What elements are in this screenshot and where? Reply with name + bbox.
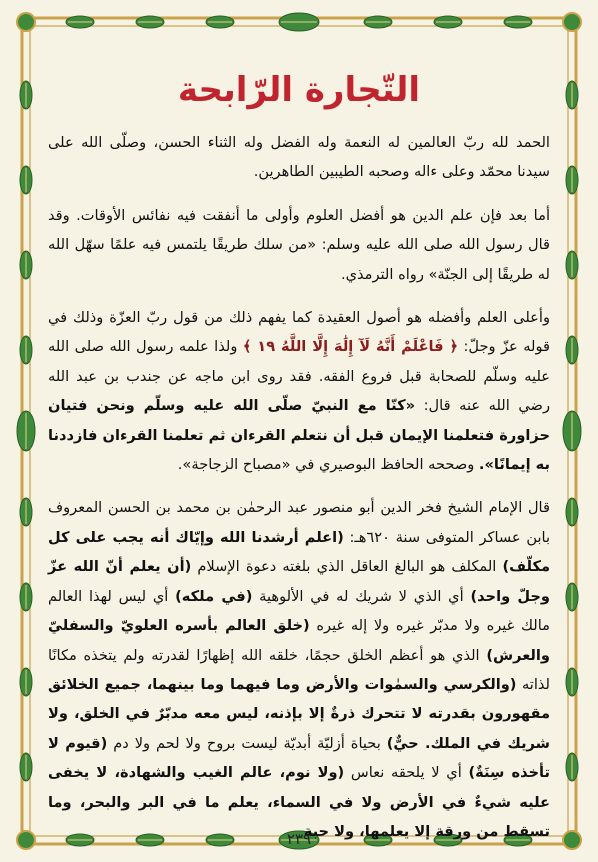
ornament-leaf xyxy=(17,411,35,451)
paragraph-knowledge: أما بعد فإن علم الدين هو أفضل العلوم وأولى ما أنفقت فيه نفائس الأوقات. وقد قال رسول الله صلى الله عليه وسلم: «من سلك طريقًا يلتمس فيه علمًا سهّل الله له طريقًا إلى الجنّة» رواه الترمذي. xyxy=(48,206,550,283)
paragraph-text: وصححه الحافظ البوصيري في «مصباح الزجاجة». xyxy=(177,456,475,474)
matn-text: (في ملكه) xyxy=(175,587,253,605)
ornament-leaf xyxy=(66,16,94,28)
ornament-leaf xyxy=(20,583,32,611)
matn-text: (والكرسي والسمٰوات والأرض وما فيهما وما بينهما، جميع الخلائق مقهورون بقدرته لا تتحرك ذرةٌ إلا بإذنه، ليس معه مدبّرٌ في الخلق، ولا شريك في الملك. حيٌّ) xyxy=(48,675,550,752)
matn-text: (أن يعلم أنّ الله عزّ وجلّ واحد) xyxy=(48,558,550,605)
matn-text: (خلق العالم بأسره العلويّ والسفليّ والعرش) xyxy=(48,617,550,664)
ornament-leaf xyxy=(566,668,578,696)
article-body xyxy=(48,128,550,860)
paragraph-ibn-asakir xyxy=(48,493,550,846)
ornament-leaf xyxy=(434,16,462,28)
ornament-leaf xyxy=(504,16,532,28)
ornament-leaf xyxy=(136,16,164,28)
page-number: ٢٣٩ xyxy=(286,830,312,848)
paragraph-opening: الحمد لله ربّ العالمين له النعمة وله الفضل وله الثناء الحسن، وصلّى الله على سيدنا محمّد وعلى ءاله وصحبه الطيبين الطاهرين. xyxy=(48,134,550,181)
ornament-leaf xyxy=(563,411,581,451)
commentary-text: قال الإمام الشيخ فخر الدين أبو منصور عبد الرحمٰن بن محمد بن الحسن المعروف بابن عساكر المتوفى سنة ٦٢٠هـ: xyxy=(48,499,551,546)
commentary-text: أي الذي لا شريك له في الألوهية xyxy=(252,587,471,605)
commentary-text: بحياة أزليّة أبديّة ليست بروح ولا لحم ولا دم xyxy=(107,734,387,752)
ornament-leaf xyxy=(20,336,32,364)
paragraph-text: ولذا علمه رسول الله صلى الله عليه وسلّم للصحابة قبل فروع الفقه. فقد روى ابن ماجه عن جندب بن عبد الله رضي الله عنه قال: xyxy=(48,338,550,415)
commentary-text: المكلف هو البالغ العاقل الذي بلغته دعوة الإسلام xyxy=(191,558,503,576)
matn-text: (ولا نوم، عالم الغيب والشهادة، لا يخفى عليه شيءٌ في الأرض ولا في السماء، يعلم ما في البر والبحر، وما تسقط من ورقة إلا يعلمها، ولا حبة xyxy=(48,764,550,840)
hadith-quote: «كنّا مع النبيّ صلّى الله عليه وسلّم ونحن فتيان حزاورة فتعلمنا الإيمان قبل أن نتعلم القرءان ثم تعلمنا القرءان فازددنا به إيمانًا». xyxy=(48,397,550,474)
corner-ornament xyxy=(563,13,581,31)
ornament-leaf xyxy=(20,753,32,781)
matn-text: (قيوم لا تأخذه سِنَةٌ) xyxy=(48,734,550,782)
ornament-leaf xyxy=(279,13,319,31)
matn-text: (اعلم أرشدنا الله وإيّاك أنه يجب على كل مكلّف) xyxy=(48,528,550,576)
ornament-leaf xyxy=(20,668,32,696)
paragraph-text: وأعلى العلم وأفضله هو أصول العقيدة كما يفهم ذلك من قول ربّ العزّة وذلك في قوله عزّ وجلّ: xyxy=(48,309,550,356)
ornament-leaf xyxy=(20,498,32,526)
ornament-leaf xyxy=(206,16,234,28)
commentary-text: أي لا يلحقه نعاس xyxy=(344,764,469,782)
page-title: التّجارة الرّابحة xyxy=(177,70,421,110)
commentary-text: الذي هو أعظم الخلق حجمًا، خلقه الله إظهارًا لقدرته ولم يتخذه مكانًا لذاته xyxy=(48,646,550,693)
ornament-leaf xyxy=(566,336,578,364)
ornament-leaf xyxy=(566,166,578,194)
ornament-leaf xyxy=(566,753,578,781)
ornament-leaf xyxy=(566,498,578,526)
paragraph-aqidah xyxy=(48,303,550,479)
ornament-leaf xyxy=(566,251,578,279)
ornament-leaf xyxy=(364,16,392,28)
commentary-text: أي ليس لهذا العالم مالك غيره ولا مدبّر غيره ولا إله غيره xyxy=(48,587,550,635)
ornament-leaf xyxy=(566,583,578,611)
ornament-leaf xyxy=(20,166,32,194)
corner-ornament xyxy=(17,13,35,31)
ornament-leaf xyxy=(20,251,32,279)
quran-verse: ﴿ فَاعْلَمْ أَنَّهُ لَآ إِلَٰهَ إِلَّا اللَّهُ ١٩ ﴾ xyxy=(242,338,459,356)
